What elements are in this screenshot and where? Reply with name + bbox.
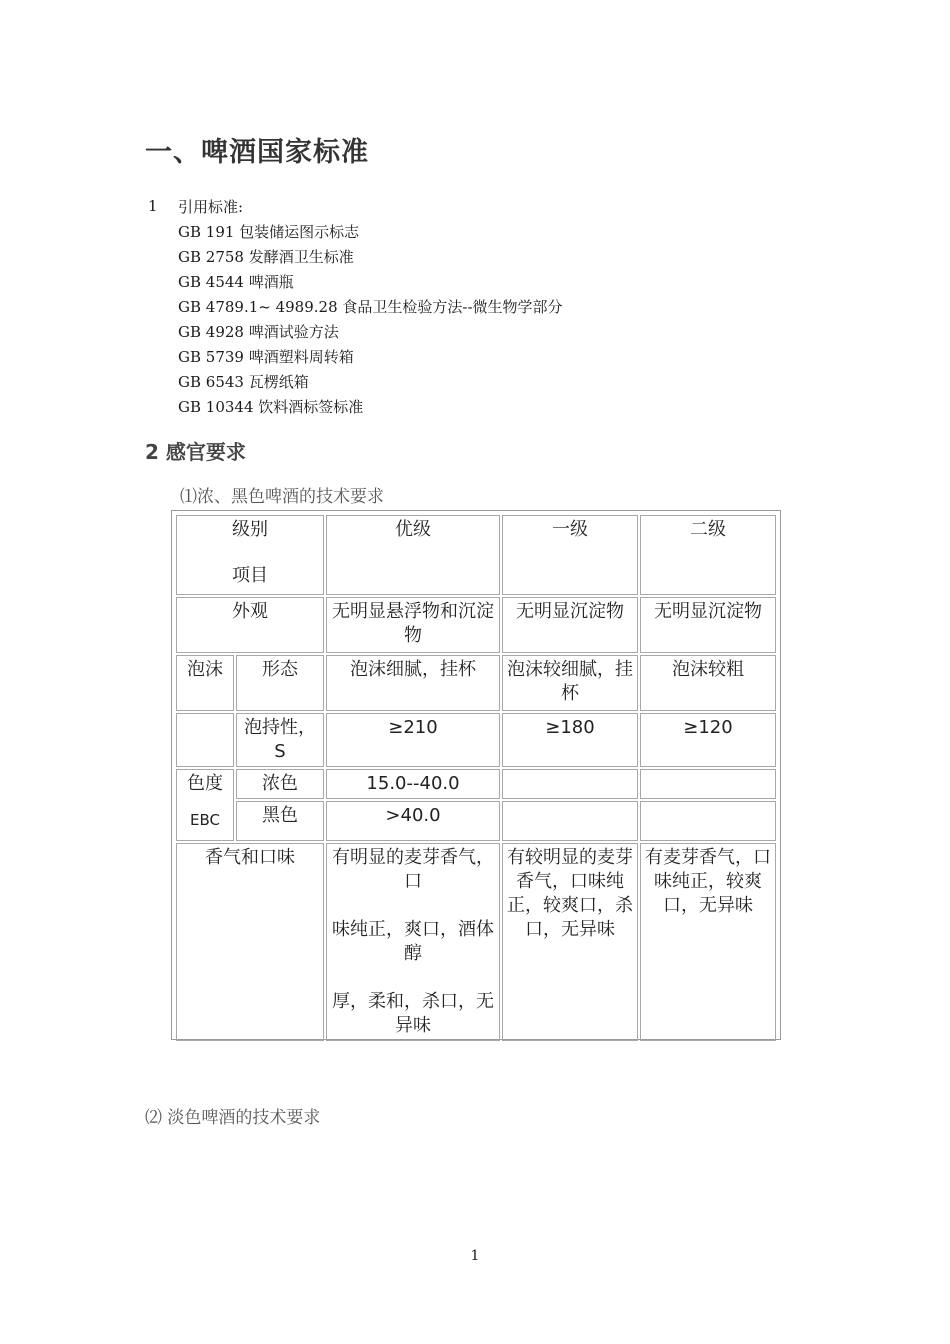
table-cell-empty [502,801,638,841]
row-group-foam: 泡沫 [176,655,234,711]
row-group-color [176,769,234,841]
list-item: 引用标准: [178,198,244,216]
table-cell: 无明显沉淀物 [640,597,776,653]
list-item: GB 5739 啤酒塑料周转箱 [178,348,354,366]
table-cell: ≥210 [326,713,500,767]
col-header-premium: 优级 [326,515,500,595]
page-title: 一、啤酒国家标准 [145,137,369,168]
cell-text-line: 味纯正，爽口，酒体醇 [332,919,494,964]
row-label-foam-form: 形态 [236,655,324,711]
table-row [176,801,776,841]
table-row [176,655,776,711]
corner-label-item: 项目 [232,565,268,586]
list-item: GB 6543 瓦楞纸箱 [178,373,309,391]
table-cell: 无明显沉淀物 [502,597,638,653]
table-cell: ≥180 [502,713,638,767]
section-number: 1 [148,197,158,215]
table-cell-empty [640,801,776,841]
table-row [176,597,776,653]
list-item: GB 2758 发酵酒卫生标准 [178,248,354,266]
corner-label-grade: 级别 [232,519,268,540]
table-cell-empty [176,713,234,767]
row-label-black-color: 黑色 [236,801,324,841]
list-item: GB 4928 啤酒试验方法 [178,323,339,341]
section-title: 2 感官要求 [145,440,246,464]
color-label: 色度 [187,773,223,794]
row-label-foam-retention: 泡持性，S [236,713,324,767]
row-label-aroma: 香气和口味 [176,843,324,1041]
color-unit: EBC [190,811,220,829]
table-cell-empty [640,769,776,799]
col-header-second: 二级 [640,515,776,595]
row-label-dark-color: 浓色 [236,769,324,799]
table-caption: ⑵ 淡色啤酒的技术要求 [145,1108,321,1128]
table-cell: ≥120 [640,713,776,767]
table-row [176,843,776,1041]
cell-text-line: 厚，柔和，杀口，无异味 [332,991,494,1036]
table-cell: 无明显悬浮物和沉淀物 [326,597,500,653]
table-cell: 泡沫细腻，挂杯 [326,655,500,711]
table-cell-empty [502,769,638,799]
table-cell: 有较明显的麦芽香气，口味纯正，较爽口，杀口，无异味 [502,843,638,1041]
list-item: GB 191 包装储运图示标志 [178,223,360,241]
header-corner-cell [176,515,324,595]
row-label-appearance: 外观 [176,597,324,653]
page-number: 1 [470,1248,480,1264]
table-row [176,769,776,799]
table-cell: 有麦芽香气，口味纯正，较爽口，无异味 [640,843,776,1041]
list-item: GB 4544 啤酒瓶 [178,273,294,291]
table-cell: 泡沫较粗 [640,655,776,711]
col-header-first: 一级 [502,515,638,595]
reference-standards-list [178,195,563,420]
table-row [176,515,776,595]
table-cell: 泡沫较细腻，挂杯 [502,655,638,711]
table-row [176,713,776,767]
cell-text-line: 有明显的麦芽香气，口 [332,847,494,892]
requirements-table [174,513,778,1043]
table-cell: 15.0--40.0 [326,769,500,799]
table-caption: ⑴浓、黑色啤酒的技术要求 [180,487,384,507]
list-item: GB 4789.1~ 4989.28 食品卫生检验方法--微生物学部分 [178,298,563,316]
list-item: GB 10344 饮料酒标签标准 [178,398,364,416]
table-cell: >40.0 [326,801,500,841]
requirements-table-frame [171,510,781,1040]
table-cell-aroma-premium [326,843,500,1041]
